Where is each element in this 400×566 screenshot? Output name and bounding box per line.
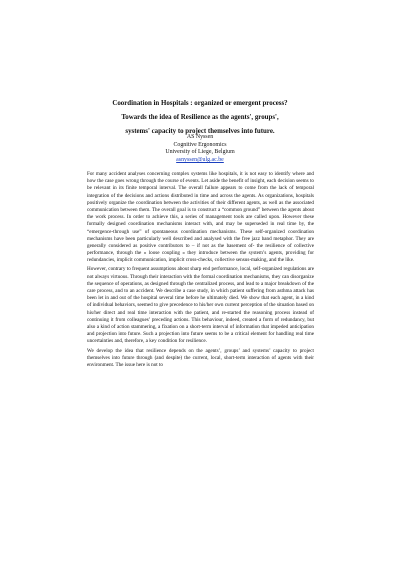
author-name: AS Nyssen <box>186 134 214 140</box>
title-line-2: Towards the idea of Resilience as the agents', groups', <box>121 114 279 121</box>
body-paragraph-1: For many accident analyses concerning complex systems like hospitals, it is not easy to identify where and how the case goes wrong through the course of events. Let aside the benefit of insight, each decision seems to be relevant in its finite temporal interval. The overall failure appears to come from the lack of temporal integration of the decisions and actions distributed in time and across the agents. As organizations, hospitals positively organize the coordination between the activities of their different agents, as well as the associated communication between them. The overall goal is to construct a “common ground” between the agents about the work process. In order to achieve this, a series of management tools are called upon. However these formally designed coordination mechanisms interact with, and may be superseded in real time by, the “emergence-through use” of spontaneous coordination mechanisms. These self-organized coordination mechanisms have been particularly well described and analysed with the free jazz band metaphor. They are generally considered as positive contributors to – if not as the basement of- the resilience of collective performance, through the « loose coupling » they introduce between the system’s agents, providing for redundancies, implicit communication, implicit cross-checks, collective sensus-making, and the like. <box>87 171 314 264</box>
author-email-link[interactable]: asnyssen@ulg.ac.be <box>176 157 224 164</box>
paper-title <box>40 97 360 139</box>
author-block <box>40 134 360 165</box>
body-paragraph-2: However, contrary to frequent assumptions about sharp end performance, local, self-organized regulations are not always virtuous. Through their interaction with the formal coordination mechanisms, they can disorganize the sequence of operations, as designed through the centralized process, and lead to a major breakdown of the care process, and to an accident. We describe a case study, in which patient suffering from asthma attack has been let in and out of the hospital several time before he ultimately died. We show that each agent, in a kind of individual behaviors, seemed to give precedence to his/her own current perception of the situation based on his/her direct and real time interaction with the patient, and re-started the reasoning process instead of continuing it from colleagues’ preceding actions. This behaviour, indeed, created a form of redundancy, but also a kind of action stammering, a fixation on a short-term interval of information that impeded anticipation and projection into future. Such a projection into future seems to be a critical element for handling real time uncertainties and, therefore, a key condition for resilience. <box>87 266 314 345</box>
abstract-body <box>87 171 314 371</box>
title-line-3: systems' capacity to project themselves into future. <box>125 128 275 135</box>
title-line-1: Coordination in Hospitals : organized or emergent process? <box>112 100 288 107</box>
author-department: Cognitive Ergonomics <box>173 141 227 148</box>
author-affiliation: University of Liege, Belgium <box>165 149 235 156</box>
body-paragraph-3: We develop the idea that resilience depends on the agents’, groups’ and systems’ capacity to project themselves into future through (and despite) the current, local, short-term interaction of agents with their environment. The issue here is not to <box>87 347 314 368</box>
